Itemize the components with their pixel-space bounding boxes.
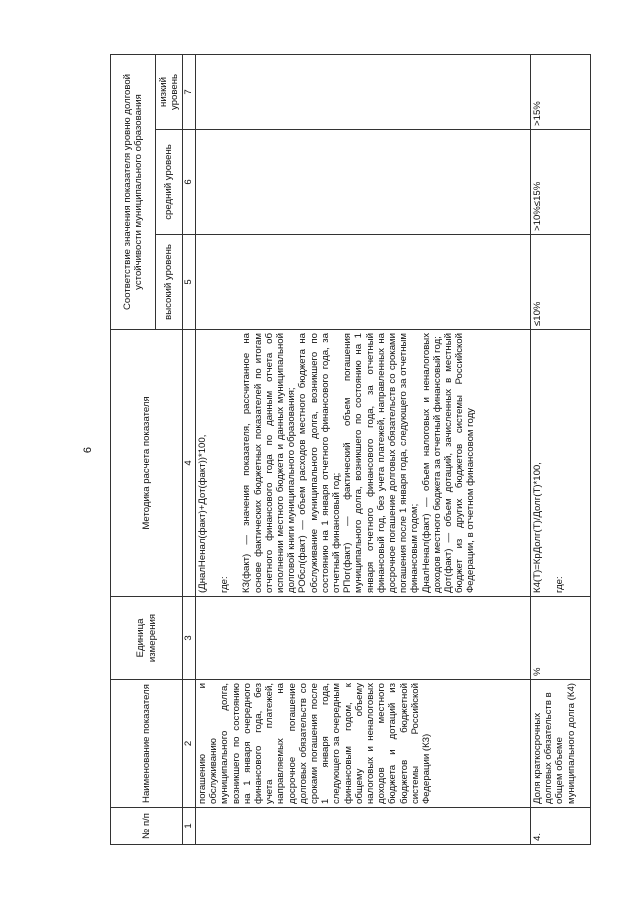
row-name: Доля краткосрочных долговых обязательств в общем объеме муниципального долга (К4) (531, 680, 591, 808)
row-high (196, 235, 531, 330)
column-number: 3 (183, 597, 196, 680)
indicator-table (110, 54, 591, 845)
column-number: 7 (183, 54, 196, 129)
definition: РОбсл(факт) — объем расходов местного бюджета на обслуживание муниципального долга, возникшего по состоянию на 1 января отчетного финансового года, за отчетный финансовый год; (297, 333, 343, 593)
column-number: 1 (183, 808, 196, 845)
rotated-page (82, 55, 577, 845)
formula: К4(T)=КрДолг(T)/Долг(T)*100, (532, 462, 543, 593)
column-number: 2 (183, 680, 196, 808)
definition: К3(факт) — значения показателя, рассчитанное на основе фактических бюджетных показателей по итогам отчетного финансового года по данным отчета об исполнении местного бюджета и данных муниципальной долговой книги муниципального образования; (241, 333, 298, 593)
row-num (196, 808, 531, 845)
row-unit: % (531, 597, 591, 680)
formula: (ДналНенал(факт)+Дот(факт))*100, (197, 434, 208, 593)
row-name: погашению и обслуживанию муниципального долга, возникшего по состоянию на 1 января очередного финансового года, без учета платежей, направляемых на досрочное погашение долговых обязательств со сроками погашения после 1 января года, следующего за очередным финансовым годом, к общему объему налоговых и неналоговых доходов местного бюджета и дотаций из бюджетов бюджетной системы Российской Федерации (К3) (196, 680, 531, 808)
row-low: >15% (531, 54, 591, 129)
column-number: 4 (183, 330, 196, 597)
header-method: Методика расчета показателя (111, 330, 183, 597)
header-unit: Единица измерения (111, 597, 183, 680)
row-unit (196, 597, 531, 680)
table-row (531, 54, 591, 844)
header-name: Наименование показателя (111, 680, 183, 808)
header-num: № п/п (111, 808, 183, 845)
column-number-row (183, 54, 196, 844)
column-number: 6 (183, 130, 196, 235)
where-label: где: (554, 576, 566, 593)
header-group: Соответствие значения показателя уровню долговой устойчивости муниципального образования (111, 54, 156, 329)
row-low (196, 54, 531, 129)
column-number: 5 (183, 235, 196, 330)
row-high: ≤10% (531, 235, 591, 330)
definition: РПог(факт) — фактический объем погашения муниципального долга, возникшего по состоянию на 1 января отчетного финансового года, за отчетный финансовый год, без учета платежей, направленных на досрочное погашение долговых обязательств со сроками погашения после 1 января года, следующего за отчетным финансовым годом; (342, 333, 421, 593)
row-method (196, 330, 531, 597)
header-high: высокий уровень (156, 235, 183, 330)
row-method (531, 330, 591, 597)
definition: ДналНенал(факт) — объем налоговых и неналоговых доходов местного бюджета за отчетный финансовый год; (420, 333, 443, 593)
row-medium: >10%≤15% (531, 130, 591, 235)
table-row (196, 54, 531, 844)
page-number: 6 (82, 446, 94, 454)
where-label: где: (219, 576, 231, 593)
row-medium (196, 130, 531, 235)
header-low: низкий уровень (156, 54, 183, 129)
row-num: 4. (531, 808, 591, 845)
definition: Дот(факт) — объем дотаций, зачисленных в местный бюджет из других бюджетов системы Российской Федерации, в отчетном финансовом году (443, 333, 477, 593)
header-medium: средний уровень (156, 130, 183, 235)
header-row (111, 54, 156, 844)
